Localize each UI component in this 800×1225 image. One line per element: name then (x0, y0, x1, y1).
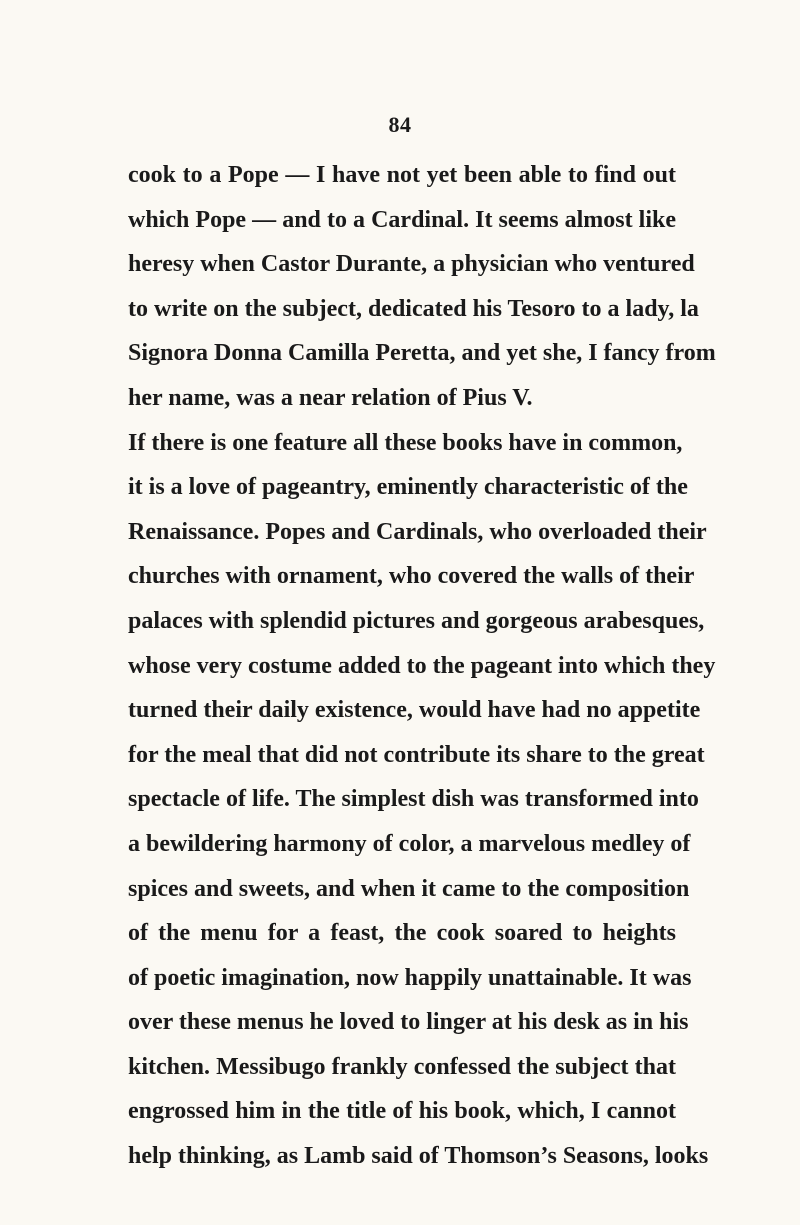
text-line: help thinking, as Lamb said of Thomson’s Seasons, looks (128, 1143, 709, 1170)
text-line: her name, was a near relation of Pius V. (128, 384, 533, 411)
text-line: heresy when Castor Durante, a physician who ventured (128, 251, 695, 278)
text-line: for the meal that did not contribute its share to the great (128, 741, 705, 768)
text-line: Renaissance. Popes and Cardinals, who overloaded their (128, 518, 707, 545)
text-line: whose very costume added to the pageant into which they (128, 652, 716, 679)
page-number: 84 (388, 112, 412, 137)
text-line: turned their daily existence, would have had no appetite (128, 697, 701, 724)
text-line: to write on the subject, dedicated his Tesoro to a lady, la (128, 295, 699, 322)
text-line: If there is one feature all these books have in common, (128, 429, 683, 456)
text-line: over these menus he loved to linger at his desk as in his (128, 1009, 689, 1036)
text-line: kitchen. Messibugo frankly confessed the subject that (128, 1053, 676, 1080)
text-line: of the menu for a feast, the cook soared to heights (128, 920, 676, 947)
text-line: spectacle of life. The simplest dish was transformed into (128, 786, 699, 813)
text-line: spices and sweets, and when it came to the composition (128, 875, 690, 902)
text-line: cook to a Pope — I have not yet been able to find out (128, 162, 676, 188)
body-text (128, 153, 716, 1179)
text-line: it is a love of pageantry, eminently characteristic of the (128, 474, 688, 501)
text-line: engrossed him in the title of his book, which, I cannot (128, 1098, 676, 1125)
text-line: Signora Donna Camilla Peretta, and yet she, I fancy from (128, 340, 716, 367)
text-line: of poetic imagination, now happily unattainable. It was (128, 964, 692, 991)
text-line: palaces with splendid pictures and gorgeous arabesques, (128, 607, 705, 634)
text-line: a bewildering harmony of color, a marvelous medley of (128, 830, 691, 857)
text-line: which Pope — and to a Cardinal. It seems almost like (128, 206, 676, 233)
text-line: churches with ornament, who covered the walls of their (128, 563, 695, 590)
